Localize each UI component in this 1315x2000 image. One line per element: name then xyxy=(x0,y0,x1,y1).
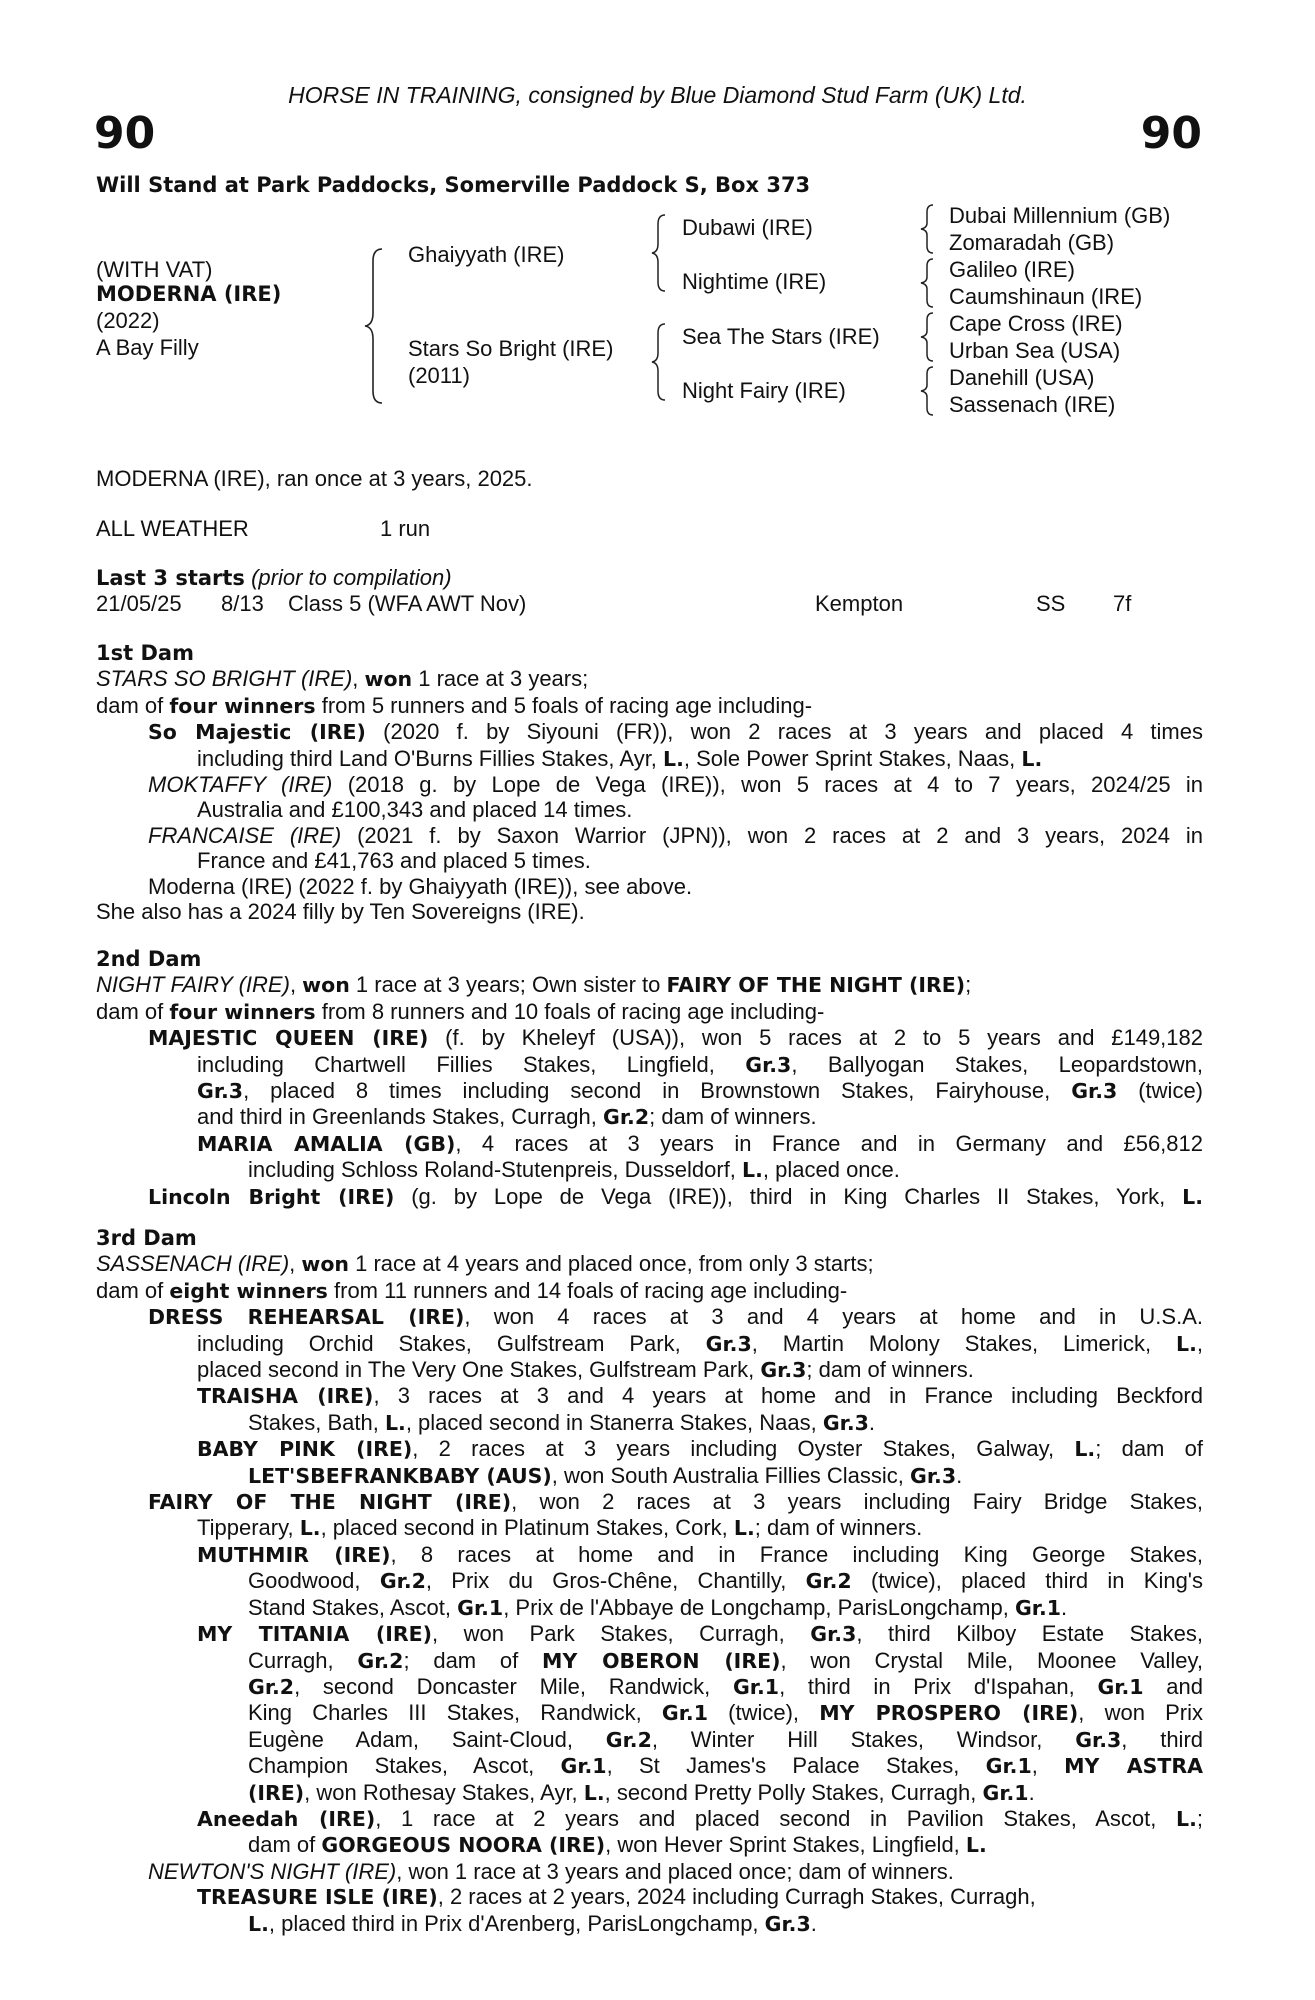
first-dam-section xyxy=(96,641,1203,924)
second-dam-section xyxy=(96,947,1203,1210)
produce-entry: MOKTAFFY (IRE) (2018 g. by Lope de Vega (IRE)), won 5 races at 4 to 7 years, 2024/25 in xyxy=(148,772,1204,798)
g-brace-1 xyxy=(920,203,940,255)
produce-entry-cont: (IRE), won Rothesay Stakes, Ayr, L., second Pretty Polly Stakes, Curragh, Gr.1. xyxy=(248,1779,1035,1805)
produce-line: dam of four winners from 5 runners and 5 foals of racing age including- xyxy=(96,692,813,718)
horse-name: MODERNA (IRE) xyxy=(96,282,282,306)
sire-sire: Dubawi (IRE) xyxy=(682,215,813,240)
granddam-4: Sassenach (IRE) xyxy=(949,392,1116,417)
foaling-year: (2022) xyxy=(96,308,160,333)
granddam-1: Zomaradah (GB) xyxy=(949,230,1115,255)
produce-entry: DRESS REHEARSAL (IRE), won 4 races at 3 and 4 years at home and in U.S.A. xyxy=(148,1304,1203,1330)
produce-entry: TRAISHA (IRE), 3 races at 3 and 4 years at home and in France including Beckford xyxy=(197,1383,1203,1409)
g-brace-2 xyxy=(920,257,940,309)
g-brace-3 xyxy=(920,311,940,363)
dam-line: SASSENACH (IRE), won 1 race at 4 years and placed once, from only 3 starts; xyxy=(96,1251,874,1277)
last-starts-heading: Last 3 starts (prior to compilation) xyxy=(96,565,452,590)
produce-entry-cont: France and £41,763 and placed 5 times. xyxy=(197,848,591,874)
produce-entry-cont: LET'SBEFRANKBABY (AUS), won South Australia Fillies Classic, Gr.3. xyxy=(248,1462,963,1488)
grandsire-3: Cape Cross (IRE) xyxy=(949,311,1123,336)
start-course: Kempton xyxy=(815,591,904,616)
start-date: 21/05/25 xyxy=(96,591,182,616)
produce-entry: So Majestic (IRE) (2020 f. by Siyouni (FR)), won 2 races at 3 years and placed 4 times xyxy=(148,719,1203,745)
produce-entry: NEWTON'S NIGHT (IRE), won 1 race at 3 years and placed once; dam of winners. xyxy=(148,1858,954,1884)
pedigree-brace xyxy=(364,245,394,407)
surface-label: ALL WEATHER xyxy=(96,516,249,541)
lot-number-right: 90 xyxy=(1140,108,1202,159)
start-going: SS xyxy=(1036,591,1066,616)
dam-year: (2011) xyxy=(408,363,470,388)
section-heading: 3rd Dam xyxy=(96,1226,197,1250)
sire-brace xyxy=(651,212,673,294)
produce-entry-cont: Australia and £100,343 and placed 14 times. xyxy=(197,797,633,823)
granddam-2: Caumshinaun (IRE) xyxy=(949,284,1143,309)
produce-entry-cont: Tipperary, L., placed second in Platinum Stakes, Cork, L.; dam of winners. xyxy=(197,1515,923,1541)
produce-entry-cont: Gr.2, second Doncaster Mile, Randwick, Gr.1, third in Prix d'Ispahan, Gr.1 and xyxy=(248,1673,1203,1699)
produce-entry-cont: and third in Greenlands Stakes, Curragh, Gr.2; dam of winners. xyxy=(197,1104,817,1130)
produce-entry: Lincoln Bright (IRE) (g. by Lope de Vega (IRE)), third in King Charles II Stakes, York, L. xyxy=(148,1183,1203,1209)
section-heading: 1st Dam xyxy=(96,641,194,665)
grandsire-2: Galileo (IRE) xyxy=(949,257,1075,282)
produce-entry: MARIA AMALIA (GB), 4 races at 3 years in France and in Germany and £56,812 xyxy=(197,1130,1203,1156)
sire: Ghaiyyath (IRE) xyxy=(408,242,565,267)
produce-entry-cont: Goodwood, Gr.2, Prix du Gros-Chêne, Chantilly, Gr.2 (twice), placed third in King's xyxy=(248,1568,1203,1594)
produce-entry-cont: including Schloss Roland-Stutenpreis, Dusseldorf, L., placed once. xyxy=(248,1157,900,1183)
lot-number-left: 90 xyxy=(94,108,156,159)
g-brace-4 xyxy=(920,365,940,417)
start-position: 8/13 xyxy=(221,591,264,616)
produce-entry-cont: King Charles III Stakes, Randwick, Gr.1 (twice), MY PROSPERO (IRE), won Prix xyxy=(248,1700,1203,1726)
produce-entry: FAIRY OF THE NIGHT (IRE), won 2 races at 3 years including Fairy Bridge Stakes, xyxy=(148,1489,1204,1515)
produce-entry: BABY PINK (IRE), 2 races at 3 years including Oyster Stakes, Galway, L.; dam of xyxy=(197,1436,1203,1462)
produce-entry-cont: Stand Stakes, Ascot, Gr.1, Prix de l'Abbaye de Longchamp, ParisLongchamp, Gr.1. xyxy=(248,1594,1068,1620)
produce-note: She also has a 2024 filly by Ten Sovereigns (IRE). xyxy=(96,899,585,925)
dam-sire: Sea The Stars (IRE) xyxy=(682,324,880,349)
produce-entry: Aneedah (IRE), 1 race at 2 years and placed second in Pavilion Stakes, Ascot, L.; xyxy=(197,1805,1203,1831)
produce-entry: Moderna (IRE) (2022 f. by Ghaiyyath (IRE)), see above. xyxy=(148,873,693,899)
produce-entry-cont: Stakes, Bath, L., placed second in Stanerra Stakes, Naas, Gr.3. xyxy=(248,1409,876,1435)
produce-entry-cont: L., placed third in Prix d'Arenberg, ParisLongchamp, Gr.3. xyxy=(248,1910,817,1936)
produce-entry-cont: placed second in The Very One Stakes, Gulfstream Park, Gr.3; dam of winners. xyxy=(197,1357,974,1383)
section-heading: 2nd Dam xyxy=(96,947,202,971)
produce-entry-cont: including Chartwell Fillies Stakes, Lingfield, Gr.3, Ballyogan Stakes, Leopardstown, xyxy=(197,1051,1203,1077)
produce-entry-cont: Eugène Adam, Saint-Cloud, Gr.2, Winter Hill Stakes, Windsor, Gr.3, third xyxy=(248,1726,1204,1752)
grandsire-1: Dubai Millennium (GB) xyxy=(949,203,1171,228)
produce-entry: TREASURE ISLE (IRE), 2 races at 2 years, 2024 including Curragh Stakes, Curragh, xyxy=(197,1884,1036,1910)
produce-entry: MY TITANIA (IRE), won Park Stakes, Curragh, Gr.3, third Kilboy Estate Stakes, xyxy=(197,1621,1203,1647)
start-race: Class 5 (WFA AWT Nov) xyxy=(288,591,527,616)
dam-brace xyxy=(651,321,673,403)
vat-note: (WITH VAT) xyxy=(96,257,213,282)
third-dam-section xyxy=(96,1226,1203,1937)
granddam-3: Urban Sea (USA) xyxy=(949,338,1121,363)
produce-entry: MUTHMIR (IRE), 8 races at home and in France including King George Stakes, xyxy=(197,1541,1203,1567)
race-record: MODERNA (IRE), ran once at 3 years, 2025. xyxy=(96,466,533,491)
produce-entry-cont: Champion Stakes, Ascot, Gr.1, St James's Palace Stakes, Gr.1, MY ASTRA xyxy=(248,1753,1203,1779)
stand-location: Will Stand at Park Paddocks, Somerville Paddock S, Box 373 xyxy=(96,173,811,197)
grandsire-4: Danehill (USA) xyxy=(949,365,1095,390)
produce-entry-cont: including third Land O'Burns Fillies Stakes, Ayr, L., Sole Power Sprint Stakes, Naas, L. xyxy=(197,745,1043,771)
horse-description: A Bay Filly xyxy=(96,335,199,360)
produce-entry-cont: including Orchid Stakes, Gulfstream Park, Gr.3, Martin Molony Stakes, Limerick, L., xyxy=(197,1330,1203,1356)
produce-entry-cont: dam of GORGEOUS NOORA (IRE), won Hever Sprint Stakes, Lingfield, L. xyxy=(248,1832,987,1858)
sire-dam: Nightime (IRE) xyxy=(682,269,827,294)
produce-line: dam of eight winners from 11 runners and 14 foals of racing age including- xyxy=(96,1277,848,1303)
dam-line: NIGHT FAIRY (IRE), won 1 race at 3 years; Own sister to FAIRY OF THE NIGHT (IRE); xyxy=(96,972,972,998)
produce-entry: FRANCAISE (IRE) (2021 f. by Saxon Warrior (JPN)), won 2 races at 2 and 3 years, 2024 in xyxy=(148,822,1203,848)
start-distance: 7f xyxy=(1113,591,1132,616)
produce-entry-cont: Curragh, Gr.2; dam of MY OBERON (IRE), won Crystal Mile, Moonee Valley, xyxy=(248,1647,1204,1673)
produce-line: dam of four winners from 8 runners and 10 foals of racing age including- xyxy=(96,998,825,1024)
dam-dam: Night Fairy (IRE) xyxy=(682,378,846,403)
produce-entry-cont: Gr.3, placed 8 times including second in Brownstown Stakes, Fairyhouse, Gr.3 (twice) xyxy=(197,1078,1204,1104)
produce-entry: MAJESTIC QUEEN (IRE) (f. by Kheleyf (USA)), won 5 races at 2 to 5 years and £149,182 xyxy=(148,1025,1203,1051)
dam-line: STARS SO BRIGHT (IRE), won 1 race at 3 years; xyxy=(96,666,589,692)
catalogue-header: HORSE IN TRAINING, consigned by Blue Diamond Stud Farm (UK) Ltd. xyxy=(288,82,1027,108)
surface-runs: 1 run xyxy=(380,516,431,541)
dam: Stars So Bright (IRE) xyxy=(408,336,614,361)
